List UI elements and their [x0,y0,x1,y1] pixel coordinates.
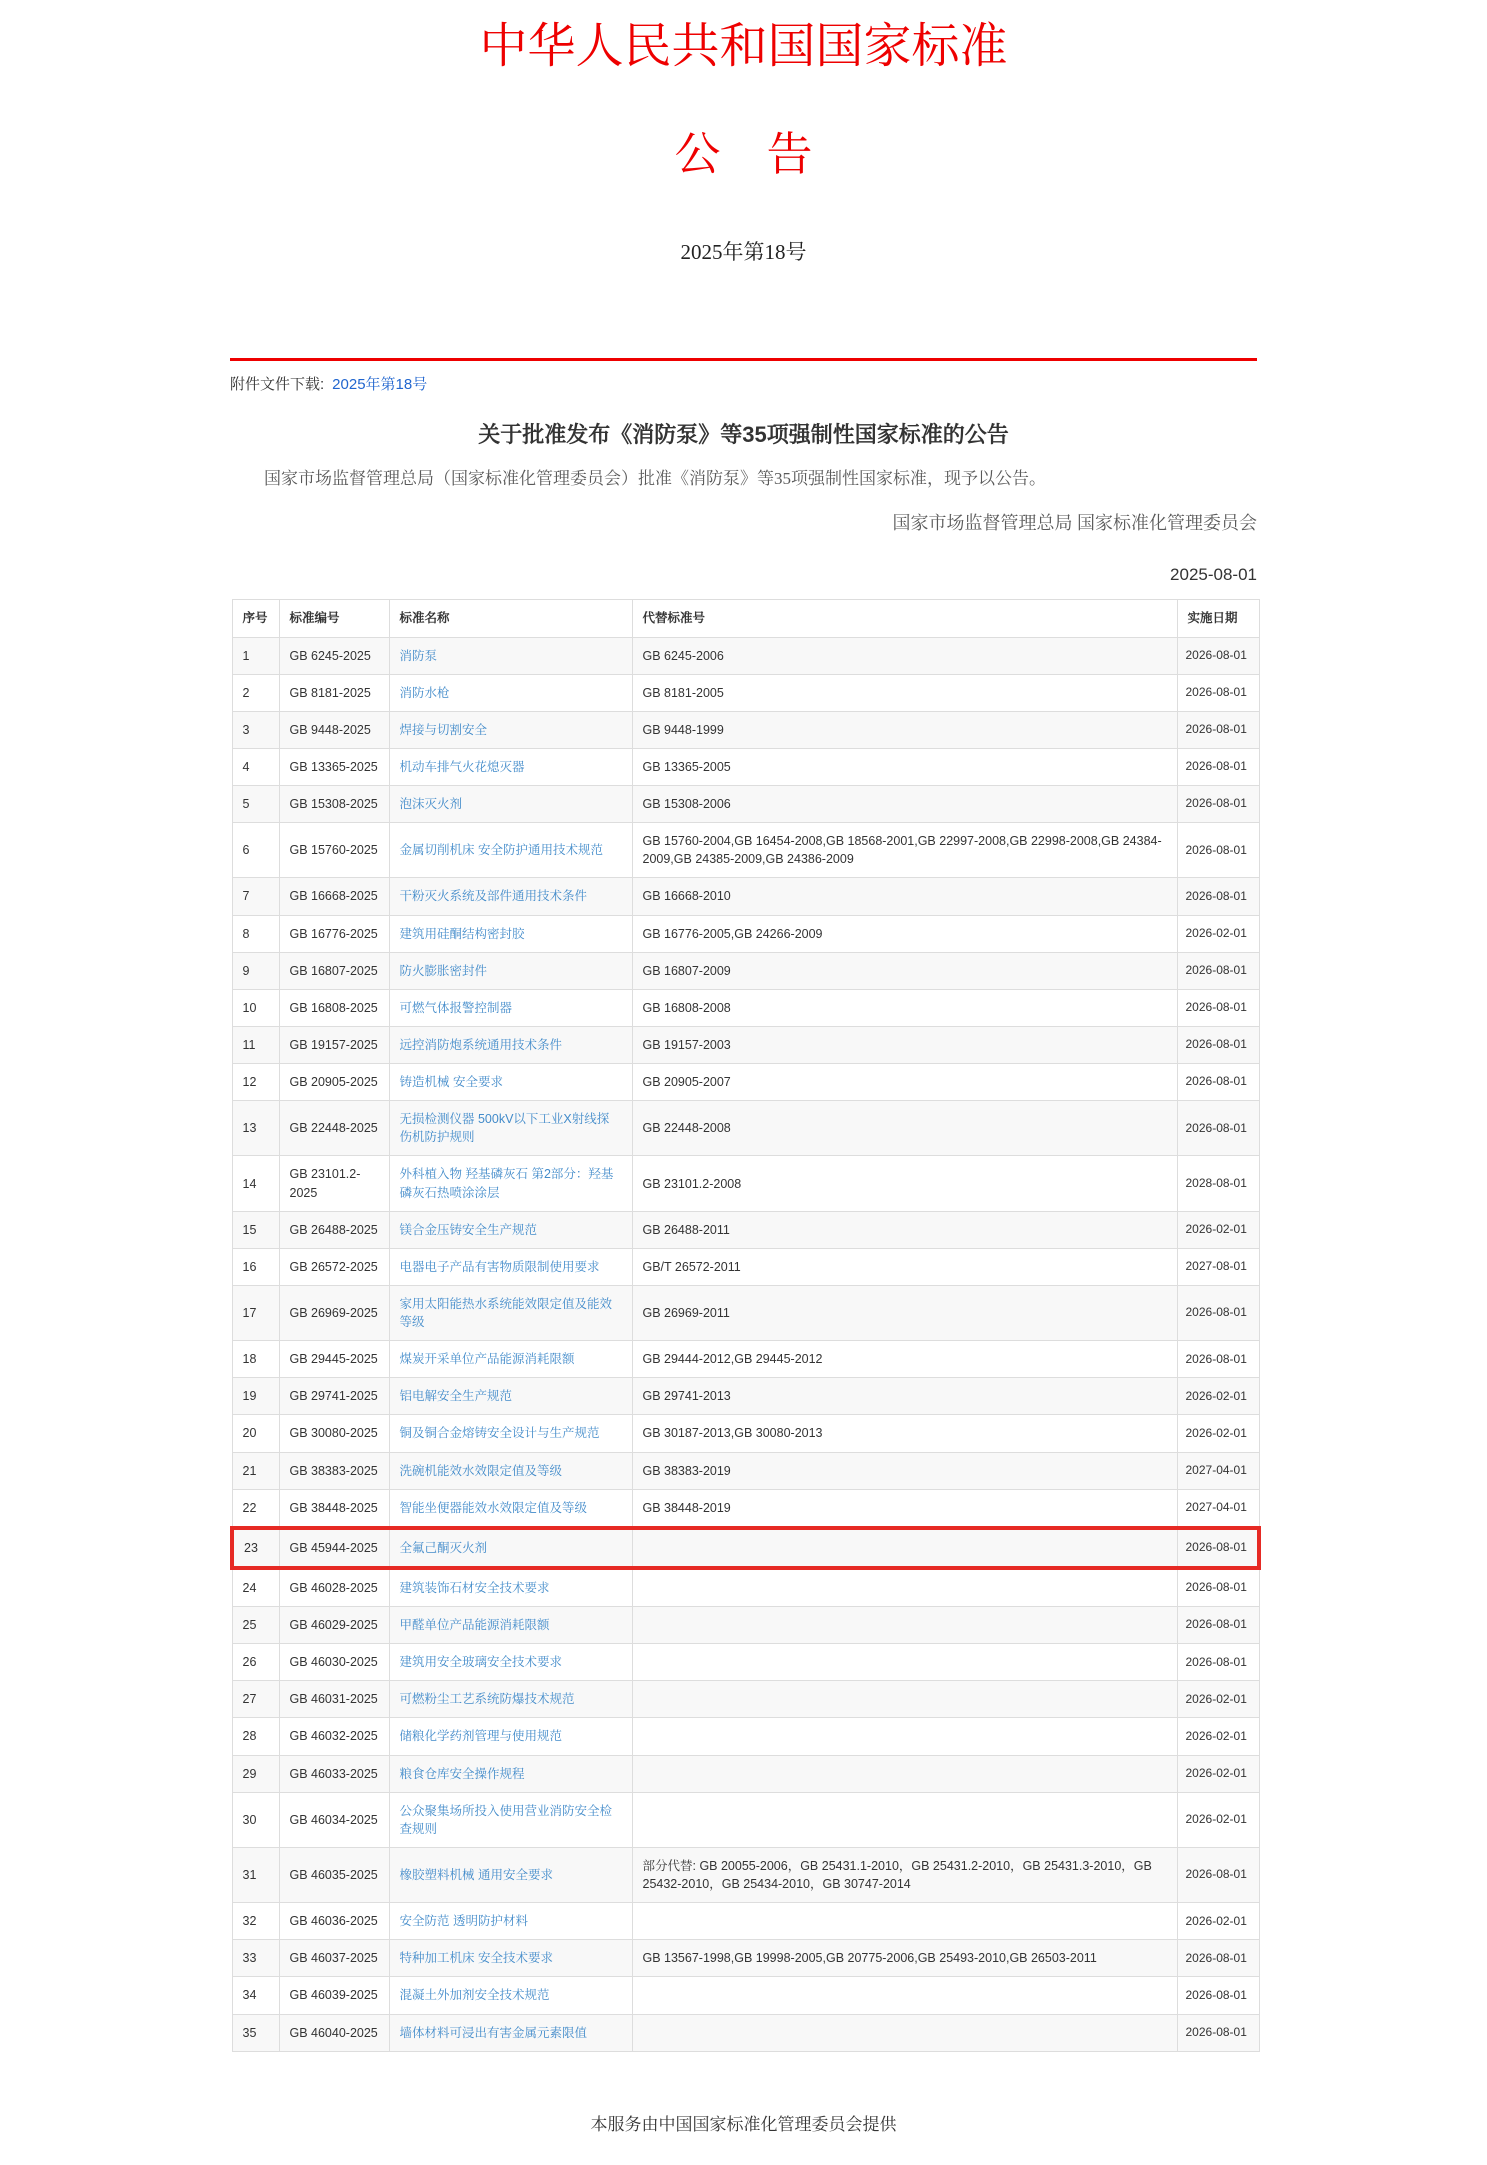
standard-name-link[interactable]: 特种加工机床 安全技术要求 [399,1951,553,1966]
standard-name-cell [389,989,632,1026]
standard-code: GB 22448-2025 [279,1101,389,1156]
standard-name-cell [389,1211,632,1248]
standard-name-link[interactable]: 建筑用硅酮结构密封胶 [399,926,525,941]
standard-name-link[interactable]: 混凝土外加剂安全技术规范 [399,1988,550,2003]
standard-name-link[interactable]: 无损检测仪器 500kV以下工业X射线探伤机防护规则 [399,1112,610,1145]
standard-name-cell [389,1644,632,1681]
standard-code: GB 38448-2025 [279,1489,389,1528]
table-row [232,2014,1259,2051]
replaced-standards: GB 22448-2008 [632,1101,1177,1156]
standard-code: GB 46036-2025 [279,1903,389,1940]
replaced-standards: GB 30187-2013,GB 30080-2013 [632,1415,1177,1452]
row-index: 13 [232,1101,279,1156]
standard-name-link[interactable]: 可燃粉尘工艺系统防爆技术规范 [399,1692,575,1707]
row-index: 30 [232,1792,279,1847]
implementation-date: 2026-08-01 [1177,952,1259,989]
standard-name-cell [389,823,632,878]
standard-name-cell [389,1718,632,1755]
row-index: 33 [232,1940,279,1977]
table-row [232,989,1259,1026]
standard-code: GB 29445-2025 [279,1341,389,1378]
standard-name-link[interactable]: 焊接与切割安全 [399,722,488,737]
replaced-standards: GB 9448-1999 [632,711,1177,748]
standard-code: GB 29741-2025 [279,1378,389,1415]
standard-name-cell [389,1607,632,1644]
row-index: 10 [232,989,279,1026]
replaced-standards: GB 13365-2005 [632,748,1177,785]
standard-name-cell [389,1528,632,1568]
table-row [232,1341,1259,1378]
replaced-standards: GB 8181-2005 [632,674,1177,711]
table-row [232,1026,1259,1063]
standard-code: GB 6245-2025 [279,637,389,674]
standard-name-link[interactable]: 机动车排气火花熄灭器 [399,759,525,774]
table-row [232,1755,1259,1792]
standard-name-link[interactable]: 金属切削机床 安全防护通用技术规范 [399,843,603,858]
implementation-date: 2026-02-01 [1177,1211,1259,1248]
standard-code: GB 46035-2025 [279,1847,389,1902]
implementation-date: 2026-02-01 [1177,1378,1259,1415]
standard-name-link[interactable]: 智能坐便器能效水效限定值及等级 [399,1500,588,1515]
table-row [232,1489,1259,1528]
standard-code: GB 13365-2025 [279,748,389,785]
replaced-standards [632,1528,1177,1568]
row-index: 4 [232,748,279,785]
row-index: 9 [232,952,279,989]
standard-code: GB 20905-2025 [279,1064,389,1101]
row-index: 8 [232,915,279,952]
implementation-date: 2026-08-01 [1177,1977,1259,2014]
standard-code: GB 8181-2025 [279,674,389,711]
replaced-standards: GB 15308-2006 [632,786,1177,823]
standard-name-cell [389,748,632,785]
replaced-standards [632,1903,1177,1940]
row-index: 23 [232,1528,279,1568]
standard-code: GB 15760-2025 [279,823,389,878]
col-header-implementation-date: 实施日期 [1177,600,1259,637]
standard-code: GB 30080-2025 [279,1415,389,1452]
row-index: 27 [232,1681,279,1718]
standard-name-cell [389,1248,632,1285]
table-row [232,1211,1259,1248]
standard-code: GB 15308-2025 [279,786,389,823]
row-index: 25 [232,1607,279,1644]
standard-name-cell [389,952,632,989]
replaced-standards [632,2014,1177,2051]
col-header-standard-name: 标准名称 [389,600,632,637]
standard-code: GB 38383-2025 [279,1452,389,1489]
implementation-date: 2026-08-01 [1177,1607,1259,1644]
table-row [232,1681,1259,1718]
row-index: 6 [232,823,279,878]
table-row [232,748,1259,785]
row-index: 29 [232,1755,279,1792]
issuing-authority: 国家市场监督管理总局 国家标准化管理委员会 [892,513,1257,534]
row-index: 31 [232,1847,279,1902]
replaced-standards [632,1755,1177,1792]
standard-name-cell [389,1415,632,1452]
implementation-date: 2026-08-01 [1177,674,1259,711]
standard-code: GB 46039-2025 [279,1977,389,2014]
standard-code: GB 46032-2025 [279,1718,389,1755]
implementation-date: 2026-08-01 [1177,1285,1259,1340]
replaced-standards: GB 16776-2005,GB 24266-2009 [632,915,1177,952]
replaced-standards [632,1644,1177,1681]
table-row [232,1847,1259,1902]
standard-name-link[interactable]: 粮食仓库安全操作规程 [399,1766,525,1781]
standard-code: GB 46031-2025 [279,1681,389,1718]
table-row [232,952,1259,989]
table-row [232,1903,1259,1940]
table-row [232,1644,1259,1681]
row-index: 18 [232,1341,279,1378]
implementation-date: 2026-02-01 [1177,915,1259,952]
implementation-date: 2026-08-01 [1177,989,1259,1026]
row-index: 15 [232,1211,279,1248]
standard-name-link[interactable]: 铜及铜合金熔铸安全设计与生产规范 [399,1426,600,1441]
table-row [232,1607,1259,1644]
table-header-row [232,600,1259,637]
implementation-date: 2026-08-01 [1177,1064,1259,1101]
replaced-standards: GB 38448-2019 [632,1489,1177,1528]
standard-name-link[interactable]: 干粉灭火系统及部件通用技术条件 [399,889,588,904]
attachment-label: 附件文件下载: [230,375,325,393]
implementation-date: 2026-08-01 [1177,786,1259,823]
standard-name-cell [389,1681,632,1718]
standard-code: GB 46033-2025 [279,1755,389,1792]
implementation-date: 2026-08-01 [1177,748,1259,785]
replaced-standards: GB 6245-2006 [632,637,1177,674]
implementation-date: 2026-08-01 [1177,878,1259,915]
row-index: 35 [232,2014,279,2051]
table-row [232,1452,1259,1489]
table-row [232,711,1259,748]
row-index: 11 [232,1026,279,1063]
replaced-standards [632,1718,1177,1755]
standard-code: GB 46028-2025 [279,1568,389,1607]
standard-code: GB 46040-2025 [279,2014,389,2051]
standard-name-link[interactable]: 消防水枪 [399,685,450,700]
red-divider [230,358,1257,361]
row-index: 26 [232,1644,279,1681]
standard-name-cell [389,1452,632,1489]
replaced-standards: GB 16808-2008 [632,989,1177,1026]
standard-name-link[interactable]: 镁合金压铸安全生产规范 [399,1222,538,1237]
standard-name-link[interactable]: 煤炭开采单位产品能源消耗限额 [399,1352,575,1367]
standard-name-link[interactable]: 家用太阳能热水系统能效限定值及能效等级 [399,1296,613,1330]
standard-code: GB 46034-2025 [279,1792,389,1847]
standard-name-cell [389,1847,632,1902]
standard-code: GB 16808-2025 [279,989,389,1026]
page-subtitle: 公 告 [674,128,813,180]
implementation-date: 2026-08-01 [1177,1568,1259,1607]
standard-name-link[interactable]: 外科植入物 羟基磷灰石 第2部分：羟基磷灰石热喷涂涂层 [399,1167,614,1200]
table-row [232,1064,1259,1101]
standard-name-link[interactable]: 洗碗机能效水效限定值及等级 [399,1463,563,1478]
row-index: 34 [232,1977,279,2014]
table-row [232,1156,1259,1211]
standard-name-link[interactable]: 墙体材料可浸出有害金属元素限值 [399,2025,588,2040]
replaced-standards: GB 29741-2013 [632,1378,1177,1415]
implementation-date: 2027-04-01 [1177,1489,1259,1528]
page-title: 中华人民共和国国家标准 [479,20,1008,73]
standards-table-body [232,637,1259,2051]
implementation-date: 2026-08-01 [1177,1847,1259,1902]
standard-name-cell [389,1568,632,1607]
standard-name-cell [389,1378,632,1415]
standard-name-link[interactable]: 消防泵 [399,648,438,663]
table-row [232,637,1259,674]
standard-code: GB 46030-2025 [279,1644,389,1681]
replaced-standards: GB 38383-2019 [632,1452,1177,1489]
replaced-standards: GB 26969-2011 [632,1285,1177,1340]
implementation-date: 2026-02-01 [1177,1903,1259,1940]
standard-name-link[interactable]: 建筑用安全玻璃安全技术要求 [399,1655,563,1670]
standard-name-cell [389,1792,632,1847]
standard-code: GB 9448-2025 [279,711,389,748]
standard-code: GB 16668-2025 [279,878,389,915]
standard-name-link[interactable]: 铸造机械 安全要求 [399,1075,503,1090]
standard-name-cell [389,786,632,823]
standard-name-cell [389,878,632,915]
standard-name-cell [389,1755,632,1792]
table-row [232,878,1259,915]
replaced-standards: GB 19157-2003 [632,1026,1177,1063]
standard-code: GB 26572-2025 [279,1248,389,1285]
col-header-index: 序号 [232,600,279,637]
table-row [232,1792,1259,1847]
standard-name-cell [389,915,632,952]
standard-name-cell [389,711,632,748]
standard-name-cell [389,1064,632,1101]
implementation-date: 2026-08-01 [1177,1644,1259,1681]
announcement-title: 关于批准发布《消防泵》等35项强制性国家标准的公告 [478,421,1009,447]
standard-code: GB 19157-2025 [279,1026,389,1063]
row-index: 1 [232,637,279,674]
row-index: 28 [232,1718,279,1755]
table-row [232,1101,1259,1156]
row-index: 16 [232,1248,279,1285]
standard-name-cell [389,1341,632,1378]
implementation-date: 2026-08-01 [1177,1341,1259,1378]
table-row [232,915,1259,952]
replaced-standards: GB 16668-2010 [632,878,1177,915]
standard-name-link[interactable]: 公众聚集场所投入使用营业消防安全检查规则 [399,1803,613,1836]
table-row-highlighted [232,1528,1259,1568]
table-row [232,823,1259,878]
standard-name-link[interactable]: 橡胶塑料机械 通用安全要求 [399,1868,553,1883]
row-index: 2 [232,674,279,711]
standard-code: GB 46029-2025 [279,1607,389,1644]
footer-note: 本服务由中国国家标准化管理委员会提供 [590,2114,897,2134]
standard-code: GB 16776-2025 [279,915,389,952]
standard-code: GB 26969-2025 [279,1285,389,1340]
replaced-standards: GB/T 26572-2011 [632,1248,1177,1285]
standard-code: GB 16807-2025 [279,952,389,989]
implementation-date: 2028-08-01 [1177,1156,1259,1211]
table-row [232,674,1259,711]
standard-name-link[interactable]: 建筑装饰石材安全技术要求 [399,1580,550,1595]
standard-name-cell [389,1101,632,1156]
implementation-date: 2026-08-01 [1177,1101,1259,1156]
replaced-standards: GB 20905-2007 [632,1064,1177,1101]
replaced-standards: GB 15760-2004,GB 16454-2008,GB 18568-2001,GB 22997-2008,GB 22998-2008,GB 24384-2009,GB 24385-2009,GB 24386-2009 [632,823,1177,878]
replaced-standards [632,1681,1177,1718]
col-header-standard-code: 标准编号 [279,600,389,637]
implementation-date: 2026-02-01 [1177,1718,1259,1755]
doc-number: 2025年第18号 [680,239,807,264]
standard-name-cell [389,1026,632,1063]
row-index: 32 [232,1903,279,1940]
replaced-standards: 部分代替: GB 20055-2006，GB 25431.1-2010，GB 25431.2-2010，GB 25431.3-2010，GB 25432-2010，GB 25434-2010，GB 30747-2014 [632,1847,1177,1902]
row-index: 14 [232,1156,279,1211]
standard-code: GB 26488-2025 [279,1211,389,1248]
implementation-date: 2027-04-01 [1177,1452,1259,1489]
col-header-replaced-standards: 代替标准号 [632,600,1177,637]
implementation-date: 2026-02-01 [1177,1681,1259,1718]
standard-name-link[interactable]: 甲醛单位产品能源消耗限额 [399,1618,550,1633]
implementation-date: 2026-08-01 [1177,1940,1259,1977]
replaced-standards: GB 29444-2012,GB 29445-2012 [632,1341,1177,1378]
standards-table [230,599,1261,2051]
row-index: 12 [232,1064,279,1101]
standard-code: GB 23101.2-2025 [279,1156,389,1211]
row-index: 22 [232,1489,279,1528]
standard-name-cell [389,1489,632,1528]
standard-name-link[interactable]: 防火膨胀密封件 [399,963,488,978]
standard-name-cell [389,637,632,674]
implementation-date: 2027-08-01 [1177,1248,1259,1285]
implementation-date: 2026-02-01 [1177,1792,1259,1847]
row-index: 3 [232,711,279,748]
table-row [232,1718,1259,1755]
row-index: 19 [232,1378,279,1415]
row-index: 17 [232,1285,279,1340]
row-index: 5 [232,786,279,823]
implementation-date: 2026-08-01 [1177,1026,1259,1063]
replaced-standards [632,1607,1177,1644]
table-row [232,1940,1259,1977]
replaced-standards: GB 13567-1998,GB 19998-2005,GB 20775-2006,GB 25493-2010,GB 26503-2011 [632,1940,1177,1977]
table-row [232,1285,1259,1340]
attachment-row [230,373,1257,394]
standard-code: GB 46037-2025 [279,1940,389,1977]
standard-name-link[interactable]: 远控消防炮系统通用技术条件 [399,1037,563,1052]
issue-date: 2025-08-01 [1170,565,1257,585]
row-index: 24 [232,1568,279,1607]
announcement-body: 国家市场监督管理总局（国家标准化管理委员会）批准《消防泵》等35项强制性国家标准，现予以公告。 [264,468,1046,488]
table-row [232,1248,1259,1285]
implementation-date: 2026-08-01 [1177,823,1259,878]
implementation-date: 2026-02-01 [1177,1755,1259,1792]
standard-name-cell [389,674,632,711]
replaced-standards: GB 23101.2-2008 [632,1156,1177,1211]
standard-name-link[interactable]: 可燃气体报警控制器 [399,1000,513,1015]
replaced-standards: GB 16807-2009 [632,952,1177,989]
standard-name-cell [389,2014,632,2051]
row-index: 21 [232,1452,279,1489]
implementation-date: 2026-08-01 [1177,1528,1259,1568]
standard-name-link[interactable]: 电器电子产品有害物质限制使用要求 [399,1259,600,1274]
implementation-date: 2026-08-01 [1177,2014,1259,2051]
announcement-page [230,0,1257,2165]
replaced-standards [632,1568,1177,1607]
implementation-date: 2026-08-01 [1177,637,1259,674]
standard-name-link[interactable]: 安全防范 透明防护材料 [399,1914,528,1929]
standard-name-link[interactable]: 储粮化学药剂管理与使用规范 [399,1729,563,1744]
standard-name-cell [389,1156,632,1211]
row-index: 20 [232,1415,279,1452]
standard-name-link[interactable]: 泡沫灭火剂 [399,797,463,812]
row-index: 7 [232,878,279,915]
table-row [232,786,1259,823]
table-row [232,1378,1259,1415]
standard-code: GB 45944-2025 [279,1528,389,1568]
implementation-date: 2026-08-01 [1177,711,1259,748]
standard-name-cell [389,1940,632,1977]
standard-name-cell [389,1285,632,1340]
standard-name-cell [389,1903,632,1940]
implementation-date: 2026-02-01 [1177,1415,1259,1452]
replaced-standards: GB 26488-2011 [632,1211,1177,1248]
table-row [232,1415,1259,1452]
table-row [232,1568,1259,1607]
standard-name-link[interactable]: 铝电解安全生产规范 [399,1389,513,1404]
standard-name-link[interactable]: 全氟己酮灭火剂 [399,1540,488,1555]
attachment-download-link[interactable]: 2025年第18号 [332,375,428,393]
replaced-standards [632,1792,1177,1847]
